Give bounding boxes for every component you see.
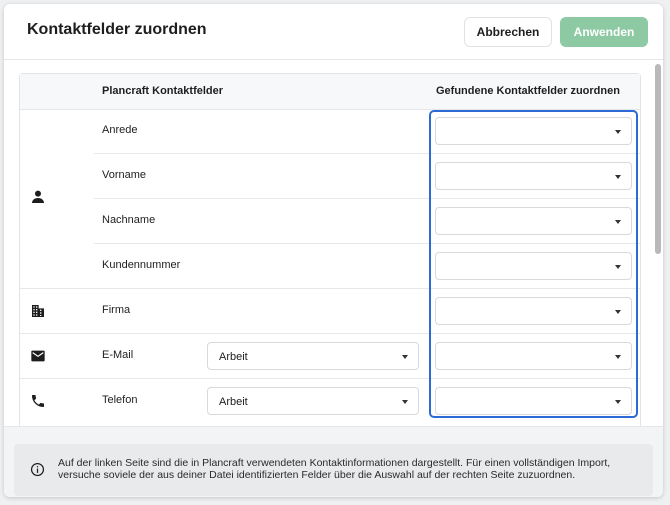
info-box	[14, 444, 653, 496]
caret-down-icon	[615, 175, 621, 179]
field-label-kundennummer: Kundennummer	[102, 259, 181, 271]
mapping-table	[19, 73, 641, 426]
mapping-select-kundennummer[interactable]	[435, 252, 632, 280]
email-type-select[interactable]: Arbeit	[207, 342, 419, 370]
field-label-anrede: Anrede	[102, 124, 138, 136]
caret-down-icon	[615, 400, 621, 404]
dialog-content	[4, 60, 663, 426]
caret-down-icon	[615, 130, 621, 134]
caret-down-icon	[615, 265, 621, 269]
field-label-email: E-Mail	[102, 349, 134, 361]
info-icon	[30, 462, 45, 477]
field-label-vorname: Vorname	[102, 169, 147, 181]
mail-icon	[30, 348, 46, 364]
phone-type-select[interactable]: Arbeit	[207, 387, 419, 415]
cancel-button[interactable]: Abbrechen	[464, 17, 552, 47]
column-header-found-fields: Gefundene Kontaktfelder zuordnen	[436, 85, 620, 97]
field-label-firma: Firma	[102, 304, 131, 316]
dialog-footer	[4, 426, 663, 497]
field-label-nachname: Nachname	[102, 214, 156, 226]
info-text: Auf der linken Seite sind die in Plancraft verwendeten Kontaktinformationen dargestellt. Für einen vollständigen Import, versuche soviele der aus deiner Datei identifizierten Felder über die Auswahl auf der rechten Seite zuzuordnen.	[58, 457, 611, 481]
scrollbar[interactable]	[655, 60, 661, 426]
table-header	[20, 74, 640, 110]
table-row	[20, 244, 640, 289]
mapping-select-telefon[interactable]	[435, 387, 632, 415]
table-row	[20, 199, 640, 244]
caret-down-icon	[402, 355, 408, 359]
table-row	[20, 109, 640, 154]
table-row	[20, 379, 640, 424]
table-row	[20, 154, 640, 199]
dialog-header	[4, 4, 663, 60]
contact-mapping-dialog	[4, 4, 663, 497]
caret-down-icon	[615, 310, 621, 314]
table-row	[20, 289, 640, 334]
mapping-select-vorname[interactable]	[435, 162, 632, 190]
column-header-plancraft-fields: Plancraft Kontaktfelder	[102, 85, 224, 97]
building-icon	[30, 303, 46, 319]
dialog-title: Kontaktfelder zuordnen	[27, 21, 207, 38]
scrollbar-thumb[interactable]	[655, 64, 661, 254]
apply-button[interactable]: Anwenden	[560, 17, 648, 47]
table-row	[20, 334, 640, 379]
mapping-select-firma[interactable]	[435, 297, 632, 325]
field-label-telefon: Telefon	[102, 394, 138, 406]
mapping-select-anrede[interactable]	[435, 117, 632, 145]
caret-down-icon	[615, 355, 621, 359]
phone-icon	[30, 393, 46, 409]
mapping-select-nachname[interactable]	[435, 207, 632, 235]
mapping-select-email[interactable]	[435, 342, 632, 370]
caret-down-icon	[402, 400, 408, 404]
caret-down-icon	[615, 220, 621, 224]
